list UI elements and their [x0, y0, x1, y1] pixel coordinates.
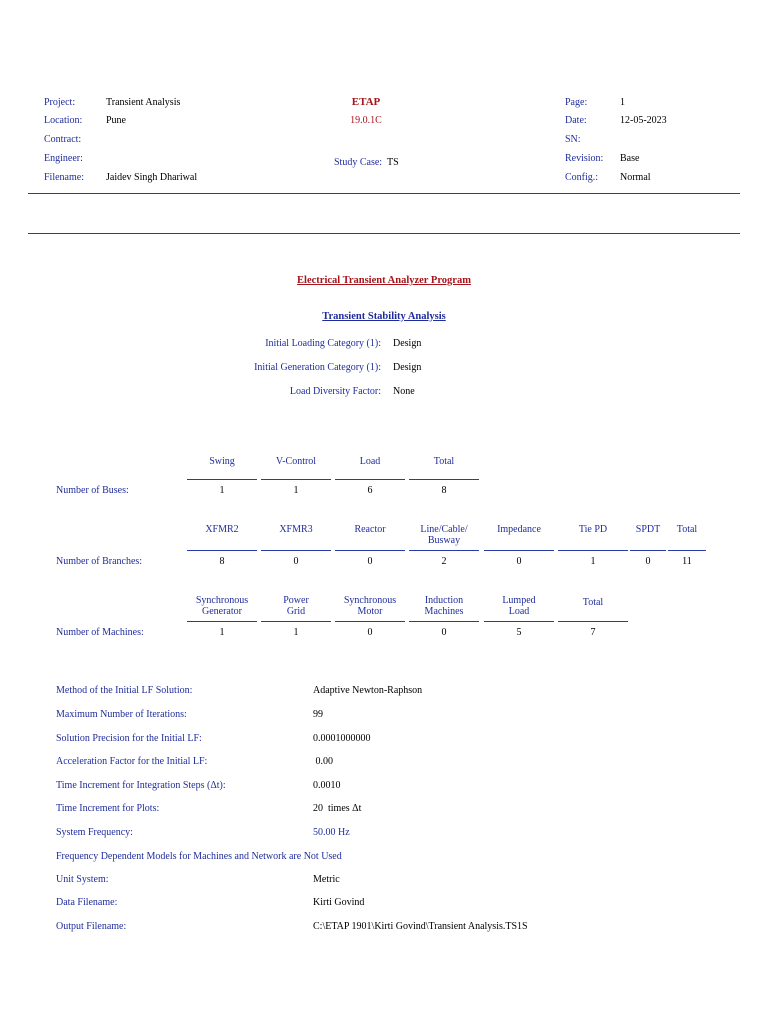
- branches-rule: [409, 550, 479, 551]
- buses-rule: [261, 479, 331, 480]
- config-label: Config.:: [565, 172, 599, 183]
- param-data-filename-value: Kirti Govind: [313, 897, 365, 908]
- param-acceleration-label: Acceleration Factor for the Initial LF:: [56, 756, 208, 767]
- buses-header-swing: Swing: [209, 456, 235, 467]
- machines-rule: [335, 621, 405, 622]
- machines-rule: [409, 621, 479, 622]
- branches-value-total: 11: [682, 556, 692, 567]
- branches-rule: [484, 550, 554, 551]
- machines-header-power-grid: Power Grid: [283, 595, 309, 617]
- date-label: Date:: [565, 115, 587, 126]
- machines-value-sync-motor: 0: [367, 627, 373, 638]
- location-label: Location:: [44, 115, 83, 126]
- param-lf-method-label: Method of the Initial LF Solution:: [56, 685, 193, 696]
- param-max-iterations-label: Maximum Number of Iterations:: [56, 709, 187, 720]
- machines-value-sync-generator: 1: [219, 627, 225, 638]
- study-case-label: Study Case:: [334, 157, 383, 168]
- param-unit-system-label: Unit System:: [56, 874, 109, 885]
- branches-value-line-cable: 2: [441, 556, 447, 567]
- machines-value-induction: 0: [441, 627, 447, 638]
- loading-category-value: Design: [393, 338, 422, 349]
- project-value: Transient Analysis: [106, 97, 181, 108]
- buses-value-total: 8: [441, 485, 447, 496]
- machines-row-label: Number of Machines:: [56, 627, 144, 638]
- machines-rule: [558, 621, 628, 622]
- config-value: Normal: [620, 172, 651, 183]
- program-title: Electrical Transient Analyzer Program: [297, 275, 471, 286]
- engineer-label: Engineer:: [44, 153, 83, 164]
- param-max-iterations-value: 99: [313, 709, 323, 720]
- header-divider-top: [28, 193, 740, 194]
- machines-header-lumped-load: Lumped Load: [502, 595, 536, 617]
- sn-label: SN:: [565, 134, 581, 145]
- param-output-filename-value: C:\ETAP 1901\Kirti Govind\Transient Analysis.TS1S: [313, 921, 528, 932]
- study-case-value: TS: [387, 157, 399, 168]
- page-label: Page:: [565, 97, 588, 108]
- loading-category-label: Initial Loading Category (1):: [265, 338, 381, 349]
- generation-category-label: Initial Generation Category (1):: [254, 362, 381, 373]
- machines-header-induction: Induction Machines: [424, 595, 464, 617]
- buses-header-load: Load: [359, 456, 381, 467]
- branches-rule: [668, 550, 706, 551]
- product-version: 19.0.1C: [350, 115, 382, 126]
- buses-value-load: 6: [367, 485, 373, 496]
- param-output-filename-label: Output Filename:: [56, 921, 127, 932]
- buses-row-label: Number of Buses:: [56, 485, 129, 496]
- machines-value-power-grid: 1: [293, 627, 299, 638]
- branches-header-xfmr3: XFMR3: [279, 524, 313, 535]
- branches-header-line-cable: Line/Cable/ Busway: [420, 524, 468, 546]
- param-frequency-value: 50.00 Hz: [313, 827, 350, 838]
- param-time-increment-label: Time Increment for Integration Steps (Δt):: [56, 780, 226, 791]
- buses-rule: [335, 479, 405, 480]
- product-name: ETAP: [351, 96, 381, 108]
- machines-header-sync-generator: Synchronous Generator: [195, 595, 249, 617]
- branches-rule: [187, 550, 257, 551]
- branches-rule: [558, 550, 628, 551]
- analysis-title: Transient Stability Analysis: [322, 311, 446, 322]
- branches-row-label: Number of Branches:: [56, 556, 143, 567]
- branches-value-xfmr3: 0: [293, 556, 299, 567]
- buses-value-swing: 1: [219, 485, 225, 496]
- project-label: Project:: [44, 97, 76, 108]
- contract-label: Contract:: [44, 134, 82, 145]
- date-value: 12-05-2023: [620, 115, 667, 126]
- revision-label: Revision:: [565, 153, 604, 164]
- param-plot-increment-value: 20 times Δt: [313, 803, 362, 814]
- branches-header-total: Total: [676, 524, 698, 535]
- branches-header-impedance: Impedance: [497, 524, 541, 535]
- generation-category-value: Design: [393, 362, 422, 373]
- machines-value-lumped-load: 5: [516, 627, 522, 638]
- machines-rule: [187, 621, 257, 622]
- branches-header-xfmr2: XFMR2: [205, 524, 239, 535]
- param-time-increment-value: 0.0010: [313, 780, 341, 791]
- param-precision-value: 0.0001000000: [313, 733, 371, 744]
- machines-rule: [484, 621, 554, 622]
- buses-rule: [187, 479, 257, 480]
- buses-rule: [409, 479, 479, 480]
- machines-header-total: Total: [582, 597, 604, 608]
- branches-header-reactor: Reactor: [354, 524, 386, 535]
- branches-header-tie-pd: Tie PD: [578, 524, 608, 535]
- buses-header-total: Total: [433, 456, 455, 467]
- machines-header-sync-motor: Synchronous Motor: [343, 595, 397, 617]
- buses-header-vcontrol: V-Control: [275, 456, 317, 467]
- param-frequency-models-note: Frequency Dependent Models for Machines and Network are Not Used: [56, 851, 342, 862]
- branches-rule: [630, 550, 666, 551]
- branches-header-spdt: SPDT: [635, 524, 661, 535]
- param-frequency-label: System Frequency:: [56, 827, 133, 838]
- param-precision-label: Solution Precision for the Initial LF:: [56, 733, 202, 744]
- param-plot-increment-label: Time Increment for Plots:: [56, 803, 160, 814]
- revision-value: Base: [620, 153, 640, 164]
- param-lf-method-value: Adaptive Newton-Raphson: [313, 685, 423, 696]
- filename-label: Filename:: [44, 172, 84, 183]
- param-acceleration-value: 0.00: [313, 756, 333, 767]
- branches-value-tie-pd: 1: [590, 556, 596, 567]
- header-divider-bottom: [28, 233, 740, 234]
- branches-value-impedance: 0: [516, 556, 522, 567]
- machines-rule: [261, 621, 331, 622]
- filename-value: Jaidev Singh Dhariwal: [106, 172, 198, 183]
- branches-rule: [261, 550, 331, 551]
- branches-value-reactor: 0: [367, 556, 373, 567]
- param-data-filename-label: Data Filename:: [56, 897, 118, 908]
- buses-value-vcontrol: 1: [293, 485, 299, 496]
- page-value: 1: [620, 97, 625, 108]
- branches-value-spdt: 0: [645, 556, 651, 567]
- location-value: Pune: [106, 115, 126, 126]
- branches-rule: [335, 550, 405, 551]
- diversity-factor-label: Load Diversity Factor:: [289, 386, 381, 397]
- branches-value-xfmr2: 8: [219, 556, 225, 567]
- machines-value-total: 7: [590, 627, 596, 638]
- diversity-factor-value: None: [393, 386, 415, 397]
- param-unit-system-value: Metric: [313, 874, 340, 885]
